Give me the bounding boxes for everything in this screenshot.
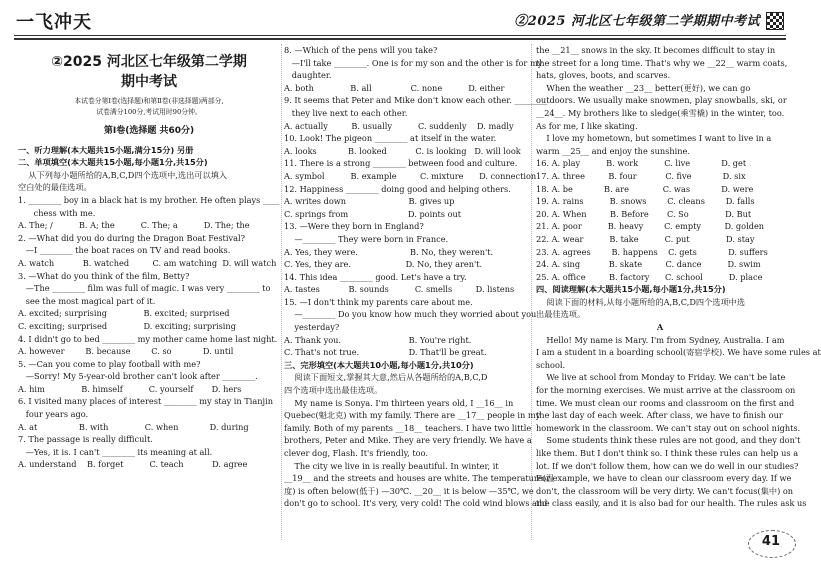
text-line: 20. A. When B. Before C. So D. But bbox=[536, 208, 752, 219]
text-line: chess with me. bbox=[18, 207, 96, 218]
text-line: 度) is often below(低于) —30℃. __20__ it is below —35℃, we bbox=[284, 485, 534, 496]
text-line: A. him B. himself C. yourself D. hers bbox=[18, 383, 242, 394]
text-line: 12. Happiness ________ doing good and helping others. bbox=[284, 183, 511, 194]
text-line: —Sorry! My 5-year-old brother can't look after ________. bbox=[18, 371, 258, 382]
text-line: warm __25__ and enjoy the sunshine. bbox=[536, 145, 690, 156]
text-line: —I'll take ________. One is for my son and the other is for my bbox=[284, 57, 543, 68]
text-line: 6. I visited many places of interest ________ my stay in Tianjin bbox=[18, 396, 273, 407]
text-line: —Yes, it is. I can't ________ its meaning at all. bbox=[18, 446, 213, 457]
text-line: C. That's not true. D. That'll be great. bbox=[284, 347, 487, 358]
text-line: see the most magical part of it. bbox=[18, 295, 156, 306]
text-line: brothers, Peter and Mike. They are very friendly. We have a bbox=[284, 435, 532, 446]
text-line: four years ago. bbox=[18, 409, 89, 420]
text-line: We live at school from Monday to Friday. We can't be late bbox=[536, 372, 786, 383]
text-line: 三、完形填空(本大题共10小题,每小题1分,共10分) bbox=[284, 359, 474, 370]
text-line: —I ________ the boat races on TV and read books. bbox=[18, 245, 231, 256]
text-line: Hello! My name is Mary. I'm from Sydney, Australia. I am bbox=[536, 334, 785, 345]
text-line: 3. —What do you think of the film, Betty? bbox=[18, 270, 190, 281]
text-line: hats, gloves, boots, and scarves. bbox=[536, 70, 671, 81]
text-line: 2. —What did you do during the Dragon Boat Festival? bbox=[18, 232, 245, 243]
text-line: I love my hometown, but sometimes I want to live in a bbox=[536, 133, 772, 144]
text-line: 17. A. three B. four C. five D. six bbox=[536, 170, 746, 181]
text-line: 5. —Can you come to play football with me? bbox=[18, 358, 201, 369]
text-line: 23. A. agrees B. happens C. gets D. suffers bbox=[536, 246, 768, 257]
text-line: A. Yes, they were. B. No, they weren't. bbox=[284, 246, 494, 257]
text-line: __19__ and the streets and houses are white. The temperature(温 bbox=[284, 473, 555, 484]
text-line: A. symbol B. example C. mixture D. connection bbox=[284, 170, 537, 181]
text-line: A. however B. because C. so D. until bbox=[18, 346, 234, 357]
text-line: When the weather __23__ better(更好), we can go bbox=[536, 82, 751, 93]
text-line: A. Thank you. B. You're right. bbox=[284, 334, 472, 345]
text-line: 8. —Which of the pens will you take? bbox=[284, 45, 438, 55]
brand-logo: 一飞冲天 bbox=[16, 12, 92, 33]
text-line: C. exciting; surprised D. exciting; surprising bbox=[18, 320, 236, 331]
paper-subtitle: 期中考试 bbox=[121, 74, 177, 90]
text-line: As for me, I like skating. bbox=[536, 120, 638, 131]
text-line: clever dog, Flash. It's friendly, too. bbox=[284, 448, 428, 458]
text-line: 24. A. sing B. skate C. dance D. swim bbox=[536, 259, 761, 270]
column-left bbox=[18, 44, 280, 544]
text-line: Some students think these rules are not good, and they don't bbox=[536, 435, 801, 446]
text-line: A. actually B. usually C. suddenly D. madly bbox=[284, 120, 514, 131]
passage-label: A bbox=[656, 322, 664, 333]
text-line: 21. A. poor B. heavy C. empty D. golden bbox=[536, 221, 765, 232]
text-line: homework in the classroom. We can't stay out on school nights. bbox=[536, 422, 801, 433]
header-rule bbox=[14, 35, 786, 36]
text-line: A. at B. with C. when D. during bbox=[18, 421, 249, 432]
text-line: 四个选项中选出最佳选项。 bbox=[284, 385, 383, 396]
text-line: 1. ________ boy in a black hat is my brother. He often plays ____ bbox=[18, 194, 280, 205]
text-line: —________ Do you know how much they worried about you bbox=[284, 309, 537, 320]
text-line: 二、单项填空(本大题共15小题,每小题1分,共15分) bbox=[18, 157, 208, 168]
column-right bbox=[536, 44, 821, 544]
text-line: 11. There is a strong ________ between food and culture. bbox=[284, 158, 518, 169]
header-rule-thick bbox=[14, 38, 786, 40]
text-line: time. We must clean our rooms and classroom on the first and bbox=[536, 397, 795, 408]
exam-title-header: ②2025 河北区七年级第二学期期中考试 bbox=[514, 14, 760, 29]
text-line: daughter. bbox=[284, 70, 332, 81]
text-line: don't, the classroom will be very dirty. We can't focus(集中) on bbox=[536, 485, 794, 496]
text-line: A. watch B. watched C. am watching D. will watch bbox=[18, 257, 277, 268]
text-line: 10. Look! The pigeon ________ at itself in the water. bbox=[284, 133, 497, 144]
checker-icon bbox=[766, 12, 784, 30]
text-line: the __21__ snows in the sky. It becomes difficult to stay in bbox=[536, 45, 776, 55]
text-line: 25. A. office B. factory C. school D. place bbox=[536, 271, 763, 282]
paper-title: ②2025 河北区七年级第二学期 bbox=[51, 54, 247, 70]
text-line: 14. This idea ________ good. Let's have a try. bbox=[284, 271, 467, 282]
text-line: My name is Sonya. I'm thirteen years old, I __16__ in bbox=[284, 397, 514, 408]
text-line: they live next to each other. bbox=[284, 107, 408, 118]
text-line: 阅读下面的材料,从每小题所给的A,B,C,D四个选项中选 bbox=[536, 296, 746, 307]
text-line: 9. It seems that Peter and Mike don't know each other. ________ bbox=[284, 95, 548, 106]
text-line: 阅读下面短文,掌握其大意,然后从各题所给的A,B,C,D bbox=[284, 372, 488, 383]
section-heading: 第Ⅰ卷(选择题 共60分) bbox=[103, 126, 195, 136]
text-line: 从下列每小题所给的A,B,C,D四个选项中,选出可以填入 bbox=[18, 169, 228, 180]
text-line: outdoors. We usually make snowmen, play snowballs, ski, or bbox=[536, 95, 787, 106]
column-divider bbox=[531, 44, 532, 540]
text-line: 7. The passage is really difficult. bbox=[18, 434, 153, 445]
text-line: like them. But I don't think so. I think these rules can help us a bbox=[536, 448, 799, 458]
text-line: 一、听力理解(本大题共15小题,满分15分) 另册 bbox=[18, 144, 194, 155]
column-divider bbox=[281, 44, 282, 540]
text-line: the street for a long time. That's why we __22__ warm coats, bbox=[536, 57, 788, 68]
text-line: A. tastes B. sounds C. smells D. listens bbox=[284, 284, 515, 295]
text-line: 15. —I don't think my parents care about me. bbox=[284, 296, 473, 307]
column-middle bbox=[284, 44, 555, 544]
text-line: I am a student in a boarding school(寄宿学校). We have some rules at bbox=[536, 347, 821, 358]
text-line: for the morning exercises. We must arrive at the classroom on bbox=[536, 385, 796, 396]
text-line: A. understand B. forget C. teach D. agree bbox=[18, 459, 248, 470]
text-line: 四、阅读理解(本大题共15小题,每小题1分,共15分) bbox=[536, 284, 726, 295]
text-line: —The ________ film was full of magic. I was very ________ to bbox=[18, 283, 271, 294]
page-header bbox=[0, 0, 800, 44]
text-line: 16. A. play B. work C. live D. get bbox=[536, 158, 747, 169]
text-line: don't go to school. It's very, very cold! The cold wind blows and bbox=[284, 498, 548, 509]
text-line: 4. I didn't go to bed ________ my mother came home last night. bbox=[18, 333, 278, 344]
text-line: A. The; / B. A; the C. The; a D. The; the bbox=[18, 220, 250, 231]
text-line: 22. A. wear B. take C. put D. stay bbox=[536, 233, 755, 244]
text-line: __24__. My brothers like to sledge(乘雪橇) in the winter, too. bbox=[536, 107, 785, 118]
text-line: For example, we have to clean our classroom every day. If we bbox=[536, 473, 792, 484]
text-line: C. Yes, they are. D. No, they aren't. bbox=[284, 259, 483, 270]
text-line: The city we live in is really beautiful. In winter, it bbox=[284, 460, 499, 471]
text-line: 13. —Were they born in England? bbox=[284, 221, 424, 232]
text-line: yesterday? bbox=[284, 322, 340, 333]
text-line: 空白处的最佳选项。 bbox=[18, 182, 92, 193]
text-line: lot. If we don't follow them, how can we do well in our studies? bbox=[536, 460, 799, 471]
text-line: Quebec(魁北克) with my family. There are __17__ people in my bbox=[284, 410, 541, 421]
text-line: the last day of each week. After class, we have to finish our bbox=[536, 410, 783, 421]
page-number: 41 bbox=[761, 534, 780, 549]
text-line: C. springs from D. points out bbox=[284, 208, 462, 219]
text-line: A. looks B. looked C. is looking D. will look bbox=[284, 145, 521, 156]
text-line: family. Both of my parents __18__ teachers. I have two little bbox=[284, 422, 532, 433]
text-line: —________ They were born in France. bbox=[284, 233, 449, 244]
text-line: A. both B. all C. none D. either bbox=[284, 82, 505, 93]
text-line: 18. A. be B. are C. was D. were bbox=[536, 183, 754, 194]
text-line: A. writes down B. gives up bbox=[284, 196, 455, 207]
text-line: 出最佳选项。 bbox=[536, 309, 586, 320]
text-line: 19. A. rains B. snows C. cleans D. falls bbox=[536, 196, 755, 207]
paper-note: 试卷满分100分,考试用时90分钟。 bbox=[96, 107, 202, 116]
text-line: A. excited; surprising B. excited; surprised bbox=[18, 308, 230, 319]
text-line: school. bbox=[536, 359, 566, 370]
text-line: the class easily, and it is also bad for our health. The rules ask us bbox=[536, 498, 807, 509]
paper-note: 本试卷分第Ⅰ卷(选择题)和第Ⅱ卷(非选择题)两部分, bbox=[74, 97, 224, 105]
